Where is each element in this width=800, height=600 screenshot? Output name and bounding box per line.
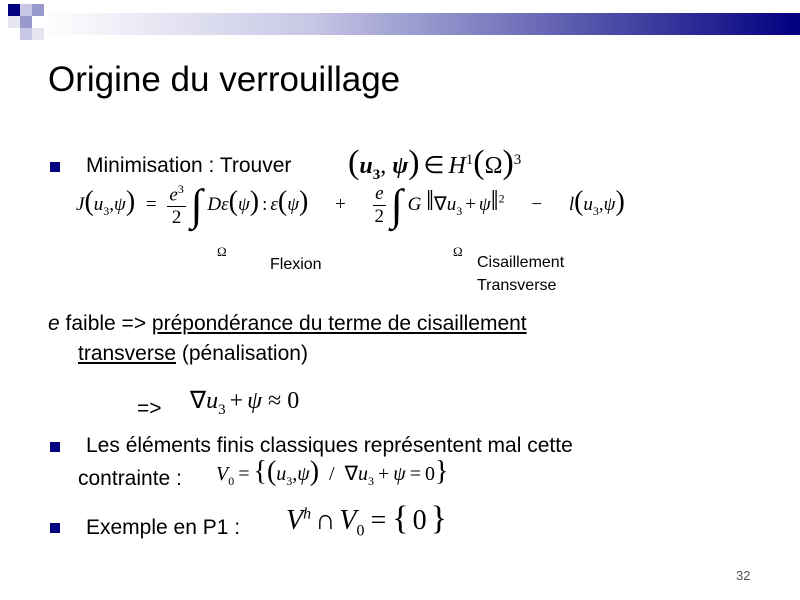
bullet3-math: $V^h$ ∩ $V_0$ = { 0 } [286, 500, 447, 540]
bullet2-math: $V_0 = \{(u_3,\psi) / \nabla u_3 + \psi = 0\}$ [216, 456, 449, 488]
para-line2: transverse (pénalisation) [78, 342, 308, 365]
para-line1: e faible => prépondérance du terme de cisaillement [48, 312, 527, 335]
bullet-marker-3 [50, 523, 60, 533]
label-flexion: Flexion [270, 256, 322, 273]
bullet3-text: Exemple en P1 : [86, 516, 241, 539]
page-number: 32 [736, 568, 751, 583]
slide-title: Origine du verrouillage [48, 60, 401, 99]
bullet-marker-1 [50, 162, 60, 172]
bullet2-line1: Les éléments finis classiques représentent mal cette [86, 434, 573, 457]
omega-subscript-2: Ω [453, 244, 463, 259]
bullet1-math: ($u_3$, ψ) ∈ $H^1(\Omega)^3$ [348, 144, 522, 183]
bullet1-text: Minimisation : Trouver [86, 154, 292, 177]
label-transverse: Transverse [477, 277, 557, 294]
header-decoration [0, 0, 800, 50]
bullet2-line2: contrainte : [78, 467, 182, 490]
energy-functional: $J(u_3,\psi)$ = $\frac{e^3}{2}$ ∫ Dε(ψ) : ε(ψ) + $\frac{e}{2}$ ∫ G $‖\nabla u_3$ + ψ‖$^2$ − $l(u_3,\psi)$ [76, 180, 625, 230]
bullet-marker-2 [50, 442, 60, 452]
label-cisaillement: Cisaillement [477, 254, 565, 271]
implication-arrow: => [137, 397, 162, 420]
approx-math: $\nabla u_3 + \psi \approx 0$ [190, 388, 300, 418]
omega-subscript-1: Ω [217, 244, 227, 259]
